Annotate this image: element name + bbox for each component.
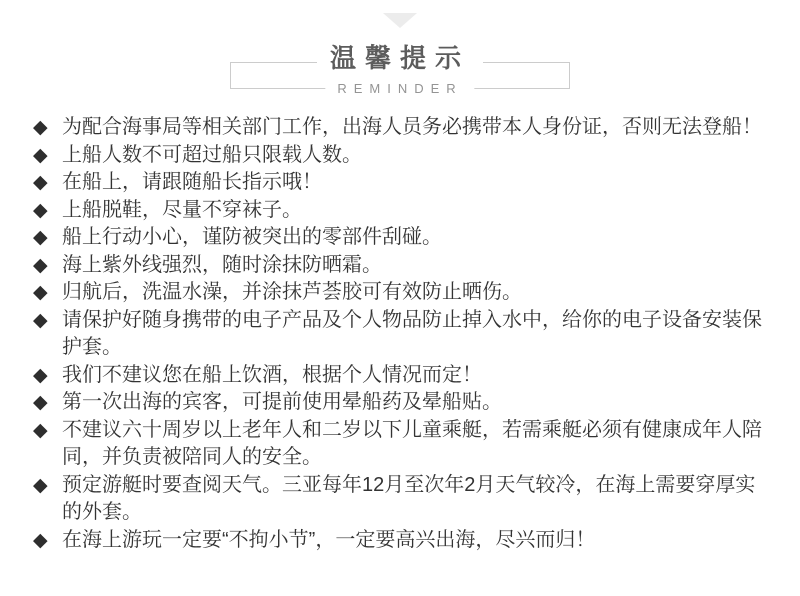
diamond-bullet-icon: ◆ xyxy=(33,199,48,221)
diamond-bullet-icon: ◆ xyxy=(33,364,48,386)
diamond-bullet-icon: ◆ xyxy=(33,144,48,166)
notice-item xyxy=(33,279,772,307)
notice-item xyxy=(33,114,772,142)
notice-text: 船上行动小心，谨防被突出的零部件刮碰。 xyxy=(62,226,442,248)
diamond-bullet-icon: ◆ xyxy=(33,172,48,193)
notice-text: 第一次出海的宾客，可提前使用晕船药及晕船贴。 xyxy=(62,391,502,413)
notice-text: 在海上游玩一定要“不拘小节”，一定要高兴出海，尽兴而归！ xyxy=(62,528,596,551)
notice-text: 归航后，洗温水澡，并涂抹芦荟胶可有效防止晒伤。 xyxy=(62,281,522,303)
reminder-page xyxy=(0,13,800,596)
diamond-bullet-icon: ◆ xyxy=(33,474,48,496)
notice-text: 海上紫外线强烈，随时涂抹防晒霜。 xyxy=(62,253,382,276)
title-box xyxy=(230,43,570,96)
notice-item xyxy=(33,224,772,252)
notice-item xyxy=(33,307,772,362)
page-title: 温馨提示 xyxy=(317,41,483,75)
notice-item xyxy=(33,169,772,197)
diamond-bullet-icon: ◆ xyxy=(33,227,48,248)
diamond-bullet-icon: ◆ xyxy=(33,309,48,331)
diamond-bullet-icon: ◆ xyxy=(33,392,48,413)
notice-text: 在船上，请跟随船长指示哦！ xyxy=(62,171,322,193)
page-subtitle: REMINDER xyxy=(325,79,474,98)
notice-text: 上船脱鞋，尽量不穿袜子。 xyxy=(62,198,302,221)
notice-text: 上船人数不可超过船只限载人数。 xyxy=(62,143,362,166)
notice-item xyxy=(33,197,772,225)
diamond-bullet-icon: ◆ xyxy=(33,254,48,276)
notice-text: 预定游艇时要查阅天气。三亚每年12月至次年2月天气较冷，在海上需要穿厚实的外套。 xyxy=(62,473,756,523)
notice-item xyxy=(33,389,772,417)
diamond-bullet-icon: ◆ xyxy=(33,529,48,551)
notice-text: 请保护好随身携带的电子产品及个人物品防止掉入水中，给你的电子设备安装保护套。 xyxy=(62,308,762,358)
notice-text: 不建议六十周岁以上老年人和二岁以下儿童乘艇，若需乘艇必须有健康成年人陪同，并负责被陪同人的安全。 xyxy=(62,418,762,468)
notice-item xyxy=(33,527,772,555)
notice-item xyxy=(33,472,772,527)
notice-item xyxy=(33,252,772,280)
notice-text: 我们不建议您在船上饮酒，根据个人情况而定！ xyxy=(62,363,482,386)
down-triangle-icon xyxy=(383,13,417,28)
notice-text: 为配合海事局等相关部门工作，出海人员务必携带本人身份证，否则无法登船！ xyxy=(62,116,762,138)
notice-item xyxy=(33,142,772,170)
notice-item xyxy=(33,362,772,390)
notice-list xyxy=(33,114,772,554)
diamond-bullet-icon: ◆ xyxy=(33,419,48,441)
diamond-bullet-icon: ◆ xyxy=(33,282,48,303)
notice-item xyxy=(33,417,772,472)
diamond-bullet-icon: ◆ xyxy=(33,117,48,138)
